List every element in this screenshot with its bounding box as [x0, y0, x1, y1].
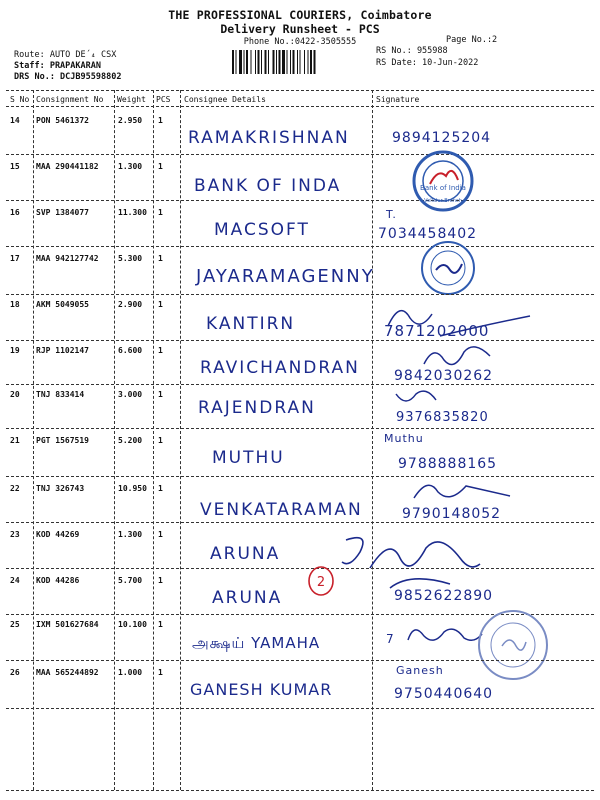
row-consignment: MAA 942127742: [36, 254, 99, 263]
row-pcs: 1: [158, 346, 163, 355]
row-consignment: SVP 1384077: [36, 208, 89, 217]
row-pcs: 1: [158, 436, 163, 445]
consignee-handwriting: JAYARAMAGENNY: [196, 266, 375, 287]
barcode-bar: [265, 50, 267, 74]
col-pcs-header: PCS: [156, 95, 171, 104]
row-consignment: KOD 44286: [36, 576, 80, 585]
consignee-handwriting: MACSOFT: [214, 220, 310, 240]
barcode-bar: [268, 50, 269, 74]
row-divider: [6, 294, 594, 295]
row-sno: 19: [10, 346, 20, 355]
row-consignment: PGT 1567519: [36, 436, 89, 445]
page-number: Page No.:2: [446, 35, 498, 45]
row-sno: 21: [10, 436, 20, 445]
col-divider: [180, 90, 181, 790]
row-pcs: 1: [158, 300, 163, 309]
header-bottom-border: [6, 106, 594, 107]
consignee-handwriting: MUTHU: [212, 448, 285, 468]
consignee-handwriting: GANESH KUMAR: [190, 680, 333, 699]
barcode-bar: [293, 50, 295, 74]
row-weight: 5.700: [118, 576, 143, 585]
row-weight: 2.900: [118, 300, 143, 309]
row-pcs: 1: [158, 390, 163, 399]
barcode-bar: [297, 50, 298, 74]
consignee-handwriting: RAMAKRISHNAN: [188, 128, 350, 148]
row-sno: 14: [10, 116, 20, 125]
rs-number: RS No.: 955988: [376, 46, 448, 56]
row-weight: 5.200: [118, 436, 143, 445]
consignee-handwriting: BANK OF INDA: [194, 176, 342, 196]
row-sno: 20: [10, 390, 20, 399]
phone-number: Phone No.:0422-3505555: [243, 37, 357, 47]
row-sno: 15: [10, 162, 20, 171]
signature-handwriting: 9842030262: [394, 368, 494, 384]
row-pcs: 1: [158, 116, 163, 125]
signature-mark: Ganesh: [396, 664, 444, 677]
row-divider: [6, 246, 594, 247]
row-pcs: 1: [158, 484, 163, 493]
route-label: Route: AUTO DE´₄ CSX: [14, 50, 117, 60]
barcode-bar: [287, 50, 288, 74]
row-sno: 16: [10, 208, 20, 217]
col-signature-header: Signature: [376, 95, 420, 104]
row-divider: [6, 200, 594, 201]
bank-stamp-text: Bank of India: [420, 184, 466, 192]
barcode-bar: [244, 50, 245, 74]
barcode-bar: [261, 50, 262, 74]
row-weight: 1.300: [118, 162, 143, 171]
company-title: THE PROFESSIONAL COURIERS, Coimbatore: [168, 8, 432, 22]
company-stamp: [420, 240, 476, 296]
signature-handwriting: 9376835820: [396, 410, 489, 425]
row-sno: 23: [10, 530, 20, 539]
bank-stamp: [412, 150, 474, 212]
row-consignment: RJP 1102147: [36, 346, 89, 355]
table-bottom-border: [6, 790, 594, 791]
row-divider: [6, 154, 594, 155]
row-sno: 26: [10, 668, 20, 677]
row-consignment: KOD 44269: [36, 530, 80, 539]
row-consignment: IXM 501627684: [36, 620, 99, 629]
col-consignment-header: Consignment No: [36, 95, 104, 104]
barcode: [232, 50, 368, 74]
signature-scribble: [410, 476, 520, 506]
barcode-bar: [258, 50, 260, 74]
signature-mark: Muthu: [384, 432, 424, 445]
row-consignment: MAA 565244892: [36, 668, 99, 677]
table-top-border: [6, 90, 594, 91]
row-pcs: 1: [158, 162, 163, 171]
barcode-bar: [308, 50, 309, 74]
row-divider: [6, 340, 594, 341]
row-divider: [6, 384, 594, 385]
signature-handwriting: 7871202000: [384, 322, 490, 340]
col-divider: [33, 90, 34, 790]
signature-scribble: [404, 620, 484, 648]
row-consignment: TNJ 833414: [36, 390, 85, 399]
barcode-bar: [246, 50, 248, 74]
signature-handwriting: 9852622890: [394, 588, 494, 604]
barcode-bar: [251, 50, 252, 74]
row-divider: [6, 708, 594, 709]
consignee-handwriting: VENKATARAMAN: [200, 500, 363, 520]
bank-stamp-subtext: Vellalur Branch: [424, 198, 462, 204]
col-weight-header: Weight: [117, 95, 146, 104]
signature-mark: 7: [386, 632, 395, 646]
row-pcs: 1: [158, 530, 163, 539]
row-sno: 24: [10, 576, 20, 585]
barcode-bar: [276, 50, 277, 74]
sheet-title: Delivery Runsheet - PCS: [220, 22, 380, 36]
barcode-bar: [282, 50, 285, 74]
drs-number: DRS No.: DCJB95598802: [14, 72, 122, 82]
staff-label: Staff: PRAPAKARAN: [14, 61, 101, 71]
barcode-bar: [310, 50, 312, 74]
consignee-handwriting: KANTIRN: [206, 314, 296, 334]
barcode-bar: [232, 50, 234, 74]
row-divider: [6, 522, 594, 523]
barcode-bar: [314, 50, 316, 74]
barcode-bar: [255, 50, 256, 74]
col-divider: [153, 90, 154, 790]
barcode-bar: [300, 50, 301, 74]
row-weight: 5.300: [118, 254, 143, 263]
barcode-bar: [273, 50, 275, 74]
row-divider: [6, 568, 594, 569]
consignee-handwriting: RAVICHANDRAN: [200, 358, 360, 378]
col-divider: [114, 90, 115, 790]
signature-mark: T.: [386, 208, 397, 221]
signature-handwriting: 9750440640: [394, 686, 494, 702]
consignee-handwriting: RAJENDRAN: [198, 398, 316, 418]
row-sno: 18: [10, 300, 20, 309]
row-weight: 10.100: [118, 620, 147, 629]
consignee-handwriting: அக்ஷய் YAMAHA: [192, 634, 321, 652]
row-sno: 22: [10, 484, 20, 493]
barcode-bar: [236, 50, 237, 74]
signature-scribble: [392, 386, 452, 410]
signature-handwriting: 7034458402: [378, 226, 478, 242]
dealer-stamp: [476, 608, 550, 682]
barcode-bar: [239, 50, 242, 74]
row-divider: [6, 428, 594, 429]
row-weight: 1.300: [118, 530, 143, 539]
row-weight: 3.000: [118, 390, 143, 399]
row-divider: [6, 660, 594, 661]
row-consignment: TNJ 326743: [36, 484, 85, 493]
row-consignment: PON 5461372: [36, 116, 89, 125]
rs-date: RS Date: 10-Jun-2022: [376, 58, 479, 68]
row-weight: 10.950: [118, 484, 147, 493]
row-sno: 25: [10, 620, 20, 629]
row-pcs: 1: [158, 668, 163, 677]
row-pcs: 1: [158, 254, 163, 263]
row-consignment: MAA 290441182: [36, 162, 99, 171]
circled-mark: [306, 564, 336, 598]
barcode-bar: [304, 50, 305, 74]
signature-scribble: [380, 296, 540, 346]
circled-mark-text: 2: [316, 575, 326, 590]
col-consignee-header: Consignee Details: [184, 95, 266, 104]
row-weight: 11.300: [118, 208, 147, 217]
row-weight: 6.600: [118, 346, 143, 355]
col-divider: [372, 90, 373, 790]
signature-handwriting: 9894125204: [392, 130, 492, 146]
row-pcs: 1: [158, 576, 163, 585]
barcode-bar: [279, 50, 281, 74]
row-consignment: AKM 5049055: [36, 300, 89, 309]
row-sno: 17: [10, 254, 20, 263]
row-weight: 2.950: [118, 116, 143, 125]
signature-handwriting: 9790148052: [402, 506, 502, 522]
barcode-bar: [290, 50, 291, 74]
signature-handwriting: 9788888165: [398, 456, 498, 472]
row-pcs: 1: [158, 620, 163, 629]
consignee-handwriting: ARUNA: [210, 544, 281, 564]
signature-scribble: [420, 342, 510, 372]
row-pcs: 1: [158, 208, 163, 217]
col-sno-header: S No: [10, 95, 30, 104]
consignee-handwriting: ARUNA: [212, 588, 283, 608]
row-weight: 1.000: [118, 668, 143, 677]
